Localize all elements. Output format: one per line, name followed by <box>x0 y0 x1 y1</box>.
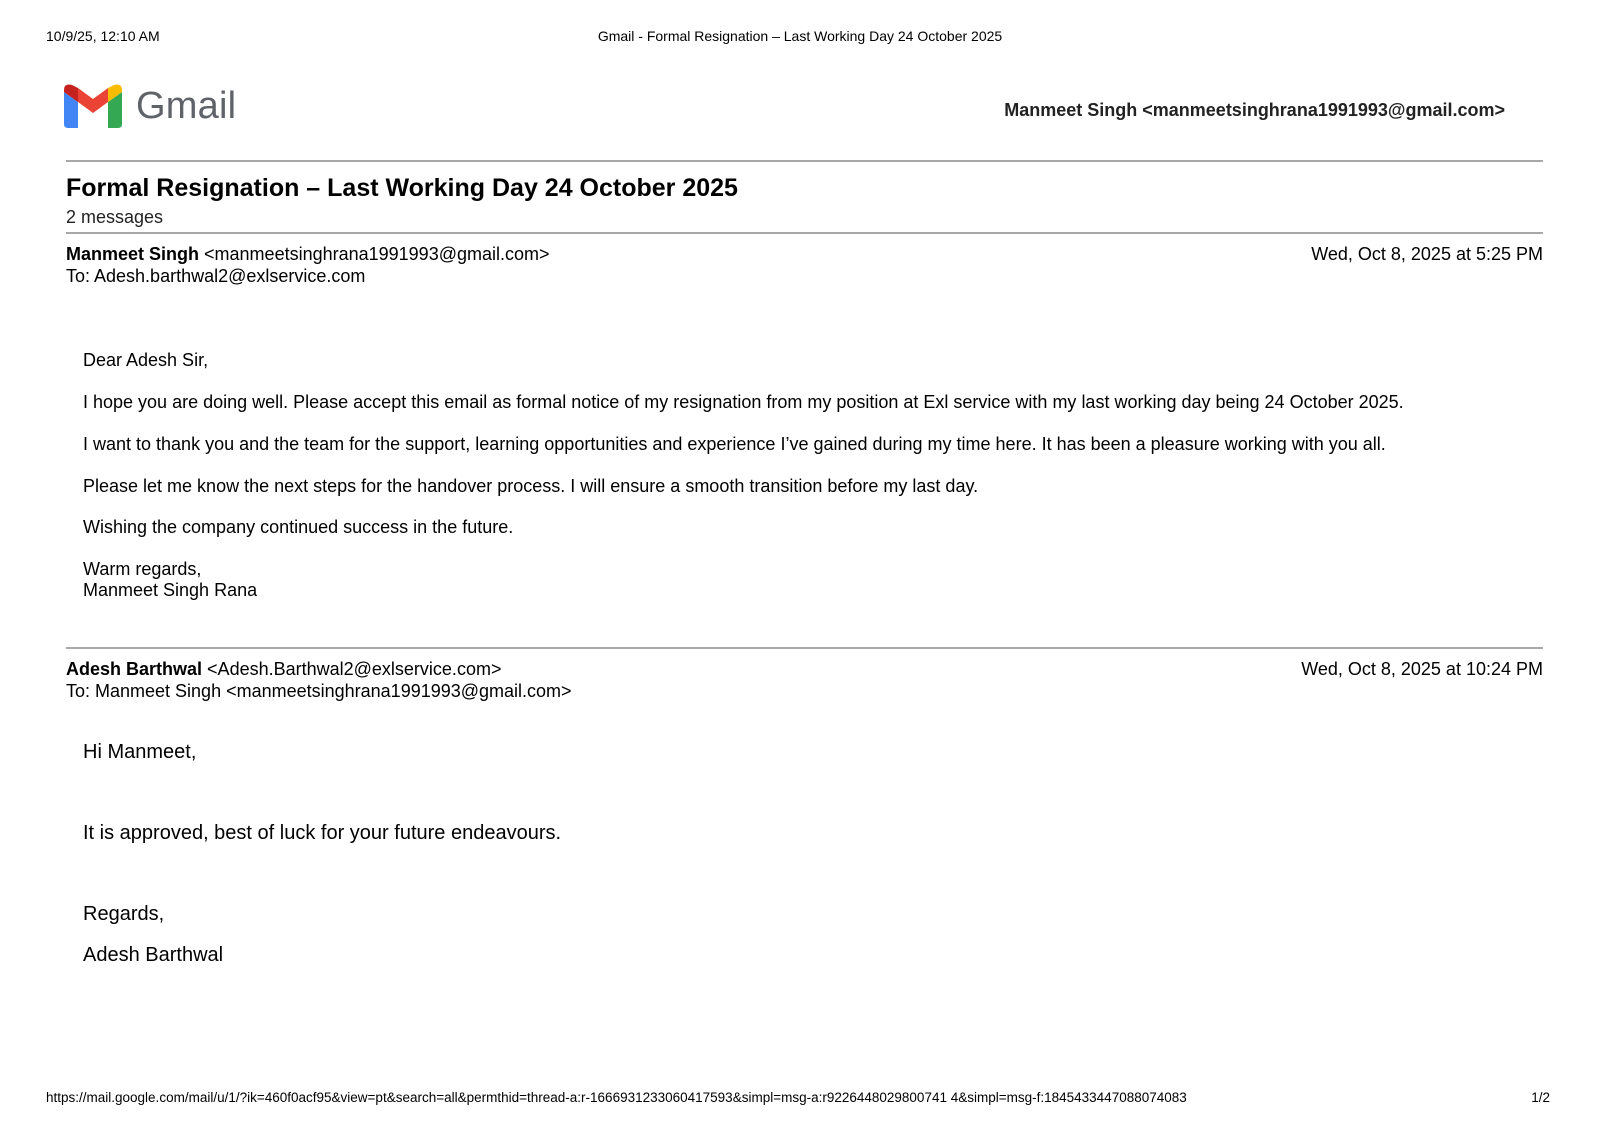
gmail-logo-icon <box>64 84 122 128</box>
message-2-signoff: Regards, <box>83 903 165 925</box>
message-1-from <box>66 244 550 265</box>
message-2-paragraph-1: It is approved, best of luck for your future endeavours. <box>83 822 562 844</box>
message-2-header <box>66 659 1543 702</box>
message-divider <box>66 647 1543 649</box>
message-1-paragraph-1: I hope you are doing well. Please accept this email as formal notice of my resignation from my position at Exl service with my last working day being 24 October 2025. <box>83 392 1404 412</box>
print-footer-url: https://mail.google.com/mail/u/1/?ik=460f0acf95&view=pt&search=all&permthid=thread-a:r-1666931233060417593&simpl=msg-a:r9226448029800741 4&simpl=msg-f:1845433447088074083 <box>46 1090 1187 1105</box>
message-2-recipient: To: Manmeet Singh <manmeetsinghrana1991993@gmail.com> <box>66 681 572 701</box>
message-2-date: Wed, Oct 8, 2025 at 10:24 PM <box>1301 659 1543 679</box>
message-2-from <box>66 659 501 680</box>
message-2-signature: Adesh Barthwal <box>83 944 224 966</box>
print-header-title: Gmail - Formal Resignation – Last Working Day 24 October 2025 <box>597 28 1003 44</box>
gmail-wordmark: Gmail <box>136 85 237 127</box>
message-1-header <box>66 244 1543 287</box>
header-divider <box>66 160 1543 162</box>
print-footer-page-number: 1/2 <box>1531 1090 1550 1105</box>
message-1-greeting: Dear Adesh Sir, <box>83 350 209 370</box>
print-header-datetime: 10/9/25, 12:10 AM <box>46 28 160 44</box>
message-1-paragraph-2: I want to thank you and the team for the support, learning opportunities and experience I’ve gained during my time here. It has been a pleasure working with you all. <box>83 434 1386 454</box>
message-1-paragraph-4: Wishing the company continued success in the future. <box>83 517 514 537</box>
message-2-sender-email: <Adesh.Barthwal2@exlservice.com> <box>207 659 502 679</box>
message-1-sender-name: Manmeet Singh <box>66 244 200 264</box>
thread-subject: Formal Resignation – Last Working Day 24 October 2025 <box>66 174 738 202</box>
account-identity: Manmeet Singh <manmeetsinghrana1991993@gmail.com> <box>1004 100 1505 120</box>
message-1-paragraph-3: Please let me know the next steps for the handover process. I will ensure a smooth transition before my last day. <box>83 476 979 496</box>
message-2-sender-name: Adesh Barthwal <box>66 659 203 679</box>
gmail-logo <box>64 84 236 128</box>
message-2-greeting: Hi Manmeet, <box>83 741 197 763</box>
message-1-signoff: Warm regards, <box>83 559 202 579</box>
message-1-sender-email: <manmeetsinghrana1991993@gmail.com> <box>204 244 550 264</box>
message-1-signature: Manmeet Singh Rana <box>83 580 258 600</box>
message-count: 2 messages <box>66 207 164 227</box>
subject-divider <box>66 232 1543 234</box>
message-1-recipient: To: Adesh.barthwal2@exlservice.com <box>66 266 366 286</box>
message-1-date: Wed, Oct 8, 2025 at 5:25 PM <box>1311 244 1543 264</box>
